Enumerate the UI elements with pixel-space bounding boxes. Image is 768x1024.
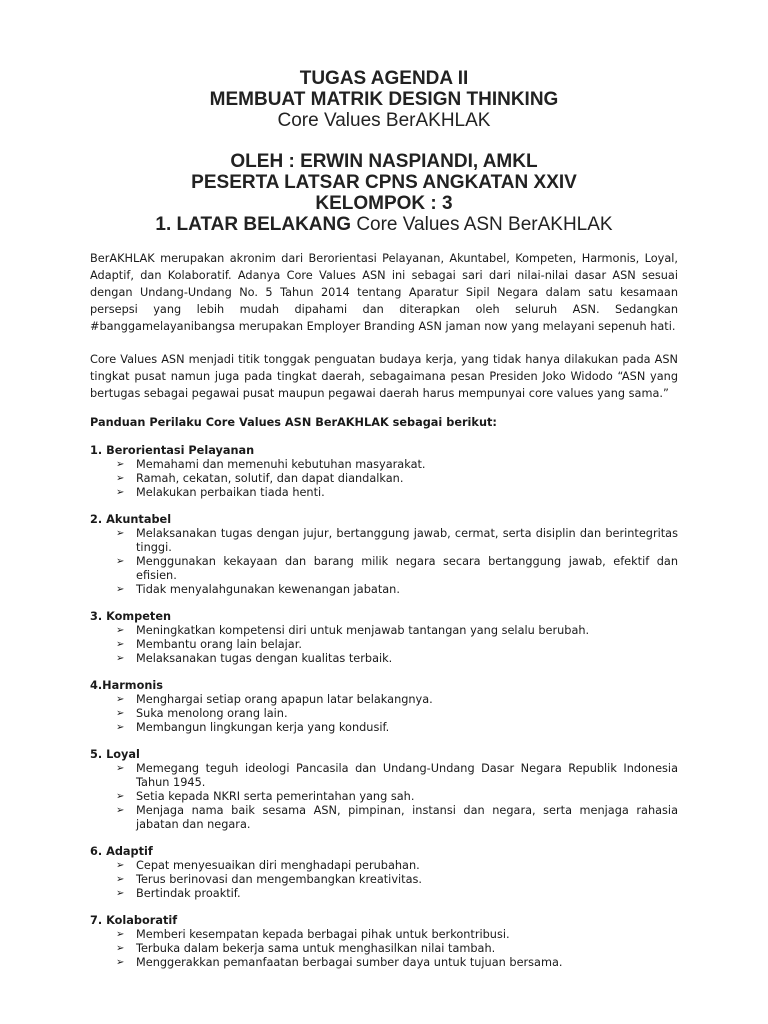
list-item-text: Bertindak proaktif.	[136, 887, 241, 900]
arrow-bullet-icon: ➢	[116, 888, 125, 899]
arrow-bullet-icon: ➢	[116, 584, 125, 595]
value-section	[90, 444, 678, 500]
arrow-bullet-icon: ➢	[116, 459, 125, 470]
value-section	[90, 513, 678, 597]
list-item	[116, 638, 678, 652]
list-item-text: Menjaga nama baik sesama ASN, pimpinan, instansi dan negara, serta menjaga rahasia jabatan dan negara.	[136, 804, 678, 831]
arrow-bullet-icon: ➢	[116, 957, 125, 968]
list-item-text: Membangun lingkungan kerja yang kondusif.	[136, 721, 390, 734]
list-item-text: Cepat menyesuaikan diri menghadapi perubahan.	[136, 859, 420, 872]
arrow-bullet-icon: ➢	[116, 639, 125, 650]
behavior-list	[90, 928, 678, 970]
value-section-title: 2. Akuntabel	[90, 513, 172, 526]
value-section	[90, 914, 678, 970]
values-list	[90, 444, 678, 970]
list-item	[116, 693, 678, 707]
list-item	[116, 486, 678, 500]
list-item-text: Memberi kesempatan kepada berbagai pihak untuk berkontribusi.	[136, 928, 510, 941]
arrow-bullet-icon: ➢	[116, 694, 125, 705]
value-section-title: 1. Berorientasi Pelayanan	[90, 444, 255, 457]
list-item	[116, 762, 678, 790]
arrow-bullet-icon: ➢	[116, 556, 125, 567]
list-item-text: Menggunakan kekayaan dan barang milik negara secara bertanggung jawab, efektif dan efisien.	[136, 555, 678, 582]
value-section-title: 5. Loyal	[90, 748, 140, 761]
list-item	[116, 624, 678, 638]
title-block	[90, 68, 678, 236]
list-item-text: Melaksanakan tugas dengan kualitas terbaik.	[136, 652, 393, 665]
list-item	[116, 956, 678, 970]
list-item	[116, 527, 678, 555]
arrow-bullet-icon: ➢	[116, 929, 125, 940]
value-section	[90, 679, 678, 735]
arrow-bullet-icon: ➢	[116, 722, 125, 733]
list-item-text: Melakukan perbaikan tiada henti.	[136, 486, 325, 499]
behavior-list	[90, 624, 678, 666]
list-item	[116, 804, 678, 832]
list-item-text: Ramah, cekatan, solutif, dan dapat diandalkan.	[136, 472, 404, 485]
title-line-3: Core Values BerAKHLAK	[277, 110, 491, 131]
arrow-bullet-icon: ➢	[116, 625, 125, 636]
behavior-list	[90, 527, 678, 597]
title-line-2: MEMBUAT MATRIK DESIGN THINKING	[209, 89, 559, 110]
value-section-title: 6. Adaptif	[90, 845, 153, 858]
arrow-bullet-icon: ➢	[116, 653, 125, 664]
value-section-title: 7. Kolaboratif	[90, 914, 178, 927]
list-item	[116, 942, 678, 956]
list-item-text: Melaksanakan tugas dengan jujur, bertanggung jawab, cermat, serta disiplin dan berintegritas tinggi.	[136, 527, 678, 554]
list-item-text: Menghargai setiap orang apapun latar belakangnya.	[136, 693, 433, 706]
section-heading-prefix: 1. LATAR BELAKANG	[155, 214, 352, 235]
intro-paragraph: BerAKHLAK merupakan akronim dari Berorientasi Pelayanan, Akuntabel, Kompeten, Harmonis, Loyal, Adaptif, dan Kolaboratif. Adanya Core Values ASN ini sebagai sari dari nilai-nilai dasar ASN sesuai dengan Undang-Undang No. 5 Tahun 2014 tentang Aparatur Sipil Negara dalam satu kesamaan persepsi yang lebih mudah dipahami dan diterapkan oleh seluruh ASN. Sedangkan #banggamelayanibangsa merupakan Employer Branding ASN jaman now yang melayani sepenuh hati.	[90, 252, 678, 333]
list-item	[116, 873, 678, 887]
list-item	[116, 472, 678, 486]
arrow-bullet-icon: ➢	[116, 805, 125, 816]
value-section-title: 4.Harmonis	[90, 679, 163, 692]
list-item-text: Memegang teguh ideologi Pancasila dan Undang-Undang Dasar Negara Republik Indonesia Tahun 1945.	[136, 762, 678, 789]
arrow-bullet-icon: ➢	[116, 791, 125, 802]
list-item-text: Suka menolong orang lain.	[136, 707, 288, 720]
list-item-text: Terbuka dalam bekerja sama untuk menghasilkan nilai tambah.	[136, 942, 496, 955]
value-section	[90, 610, 678, 666]
list-item-text: Tidak menyalahgunakan kewenangan jabatan.	[136, 583, 400, 596]
list-item	[116, 707, 678, 721]
value-section	[90, 748, 678, 832]
arrow-bullet-icon: ➢	[116, 874, 125, 885]
author-line: OLEH : ERWIN NASPIANDI, AMKL	[230, 151, 538, 172]
title-line-1: TUGAS AGENDA II	[299, 68, 469, 89]
list-item	[116, 458, 678, 472]
group-line: KELOMPOK : 3	[315, 193, 453, 214]
arrow-bullet-icon: ➢	[116, 708, 125, 719]
list-item	[116, 555, 678, 583]
list-item-text: Terus berinovasi dan mengembangkan kreativitas.	[136, 873, 422, 886]
behavior-list	[90, 762, 678, 832]
list-item-text: Meningkatkan kompetensi diri untuk menjawab tantangan yang selalu berubah.	[136, 624, 590, 637]
behavior-list	[90, 458, 678, 500]
list-item-text: Memahami dan memenuhi kebutuhan masyarakat.	[136, 458, 426, 471]
arrow-bullet-icon: ➢	[116, 763, 125, 774]
list-item	[116, 887, 678, 901]
guide-heading: Panduan Perilaku Core Values ASN BerAKHLAK sebagai berikut:	[90, 416, 497, 429]
list-item	[116, 652, 678, 666]
arrow-bullet-icon: ➢	[116, 487, 125, 498]
arrow-bullet-icon: ➢	[116, 943, 125, 954]
arrow-bullet-icon: ➢	[116, 528, 125, 539]
value-section	[90, 845, 678, 901]
list-item	[116, 790, 678, 804]
list-item-text: Menggerakkan pemanfaatan berbagai sumber daya untuk tujuan bersama.	[136, 956, 563, 969]
section-heading	[90, 214, 678, 236]
list-item	[116, 721, 678, 735]
list-item-text: Membantu orang lain belajar.	[136, 638, 302, 651]
section-heading-rest: Core Values ASN BerAKHLAK	[356, 214, 613, 235]
arrow-bullet-icon: ➢	[116, 473, 125, 484]
list-item	[116, 583, 678, 597]
list-item-text: Setia kepada NKRI serta pemerintahan yang sah.	[136, 790, 415, 803]
behavior-list	[90, 693, 678, 735]
behavior-list	[90, 859, 678, 901]
participant-line: PESERTA LATSAR CPNS ANGKATAN XXIV	[191, 172, 577, 193]
core-values-paragraph: Core Values ASN menjadi titik tonggak penguatan budaya kerja, yang tidak hanya dilakukan pada ASN tingkat pusat namun juga pada tingkat daerah, sebagaimana pesan Presiden Joko Widodo “ASN yang bertugas sebagai pegawai pusat maupun pegawai daerah harus mempunyai core values yang sama.”	[90, 353, 678, 400]
list-item	[116, 928, 678, 942]
value-section-title: 3. Kompeten	[90, 610, 172, 623]
list-item	[116, 859, 678, 873]
arrow-bullet-icon: ➢	[116, 860, 125, 871]
